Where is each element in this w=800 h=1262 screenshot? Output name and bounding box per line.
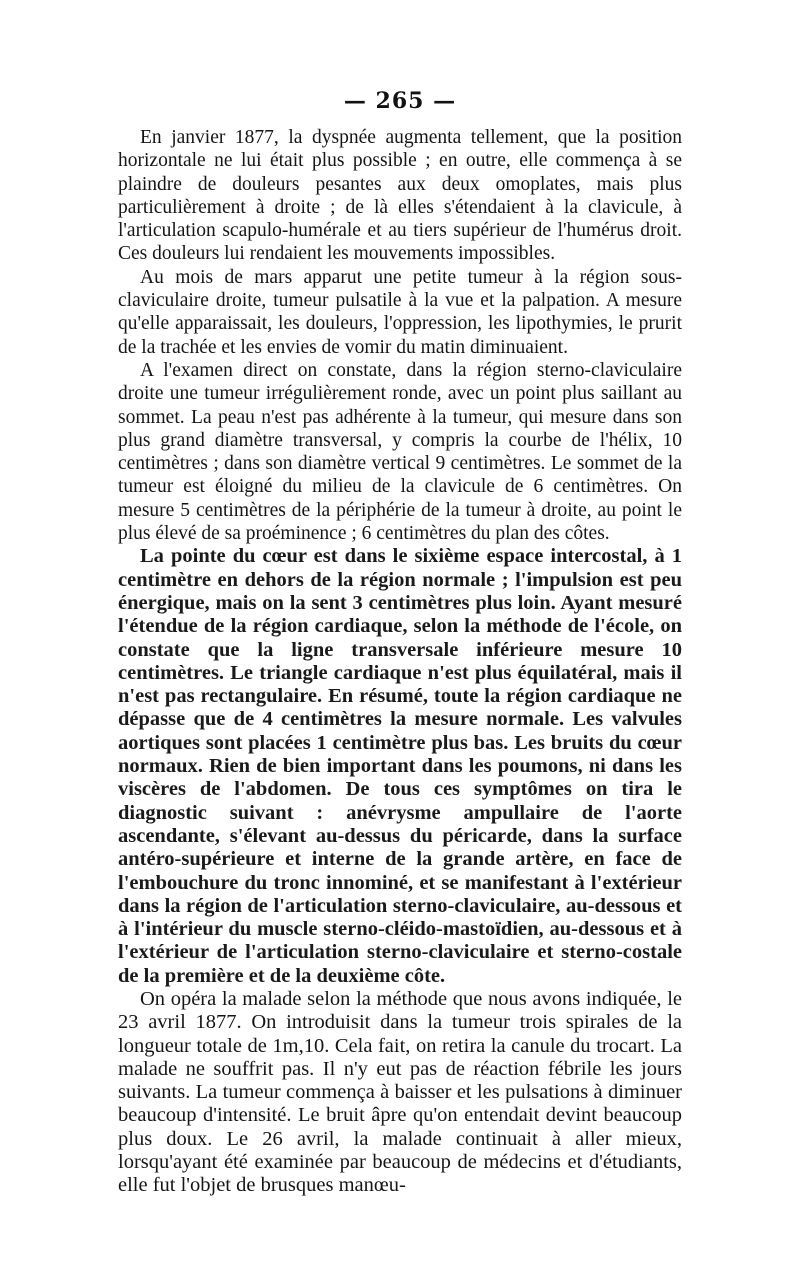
paragraph-tumor-appearance: Au mois de mars apparut une petite tumeur à la région sous-claviculaire droite, tumeur pulsatile à la vue et la palpation. A mesure qu'elle apparaissait, les douleurs, l'oppression, les lipothymies, le prurit de la trachée et les envies de vomir du matin diminuaient. — [118, 266, 682, 358]
page-number: — 265 — — [343, 88, 457, 114]
body-text — [118, 126, 682, 1198]
paragraph-cardiac-region: La pointe du cœur est dans le sixième espace intercostal, à 1 centimètre en dehors de la région normale ; l'impulsion est peu énergique, mais on la sent 3 centimètres plus loin. Ayant mesuré l'étendue de la région cardiaque, selon la méthode de l'école, on constate que la ligne transversale inférieure mesure 10 centimètres. Le triangle cardiaque n'est plus équilatéral, mais il n'est pas rectangulaire. En résumé, toute la région cardiaque ne dépasse que de 4 centimètres la mesure normale. Les valvules aortiques sont placées 1 centimètre plus bas. Les bruits du cœur normaux. Rien de bien important dans les poumons, ni dans les viscères de l'abdomen. De tous ces symptômes on tira le diagnostic suivant : anévrysme ampullaire de l'aorte ascendante, s'élevant au-dessus du péricarde, dans la surface antéro-supérieure et interne de la grande artère, en face de l'embouchure du tronc innominé, et se manifestant à l'extérieur dans la région de l'articulation sterno-claviculaire, au-dessous et à l'intérieur du muscle sterno-cléido-mastoïdien, au-dessous et à l'extérieur de l'articulation sterno-claviculaire et sterno-costale de la première et de la deuxième côte. — [118, 545, 682, 987]
paragraph-operation: On opéra la malade selon la méthode que nous avons indiquée, le 23 avril 1877. On introduisit dans la tumeur trois spirales de la longueur totale de 1m,10. Cela fait, on retira la canule du trocart. La malade ne souffrit pas. Il n'y eut pas de réaction fébrile les jours suivants. La tumeur commença à baisser et les pulsations à diminuer beaucoup d'intensité. Le bruit âpre qu'on entendait devint beaucoup plus doux. Le 26 avril, la malade continuait à aller mieux, lorsqu'ayant été examinée par beaucoup de médecins et d'étudiants, elle fut l'objet de brusques manœu- — [118, 987, 682, 1197]
paragraph-examination: A l'examen direct on constate, dans la région sterno-claviculaire droite une tumeur irrégulièrement ronde, avec un point plus saillant au sommet. La peau n'est pas adhérente à la tumeur, qui mesure dans son plus grand diamètre transversal, y compris la courbe de l'hélix, 10 centimètres ; dans son diamètre vertical 9 centimètres. Le sommet de la tumeur est éloigné du milieu de la clavicule de 6 centimètres. On mesure 5 centimètres de la périphérie de la tumeur à droite, au point le plus élevé de sa proéminence ; 6 centimètres du plan des côtes. — [118, 359, 682, 545]
paragraph-dyspnea: En janvier 1877, la dyspnée augmenta tellement, que la position horizontale ne lui était plus possible ; en outre, elle commença à se plaindre de douleurs pesantes aux deux omoplates, mais plus particulièrement à droite ; de là elles s'étendaient à la clavicule, à l'articulation scapulo-humérale et au tiers supérieur de l'humérus droit. Ces douleurs lui rendaient les mouvements impossibles. — [118, 127, 682, 265]
